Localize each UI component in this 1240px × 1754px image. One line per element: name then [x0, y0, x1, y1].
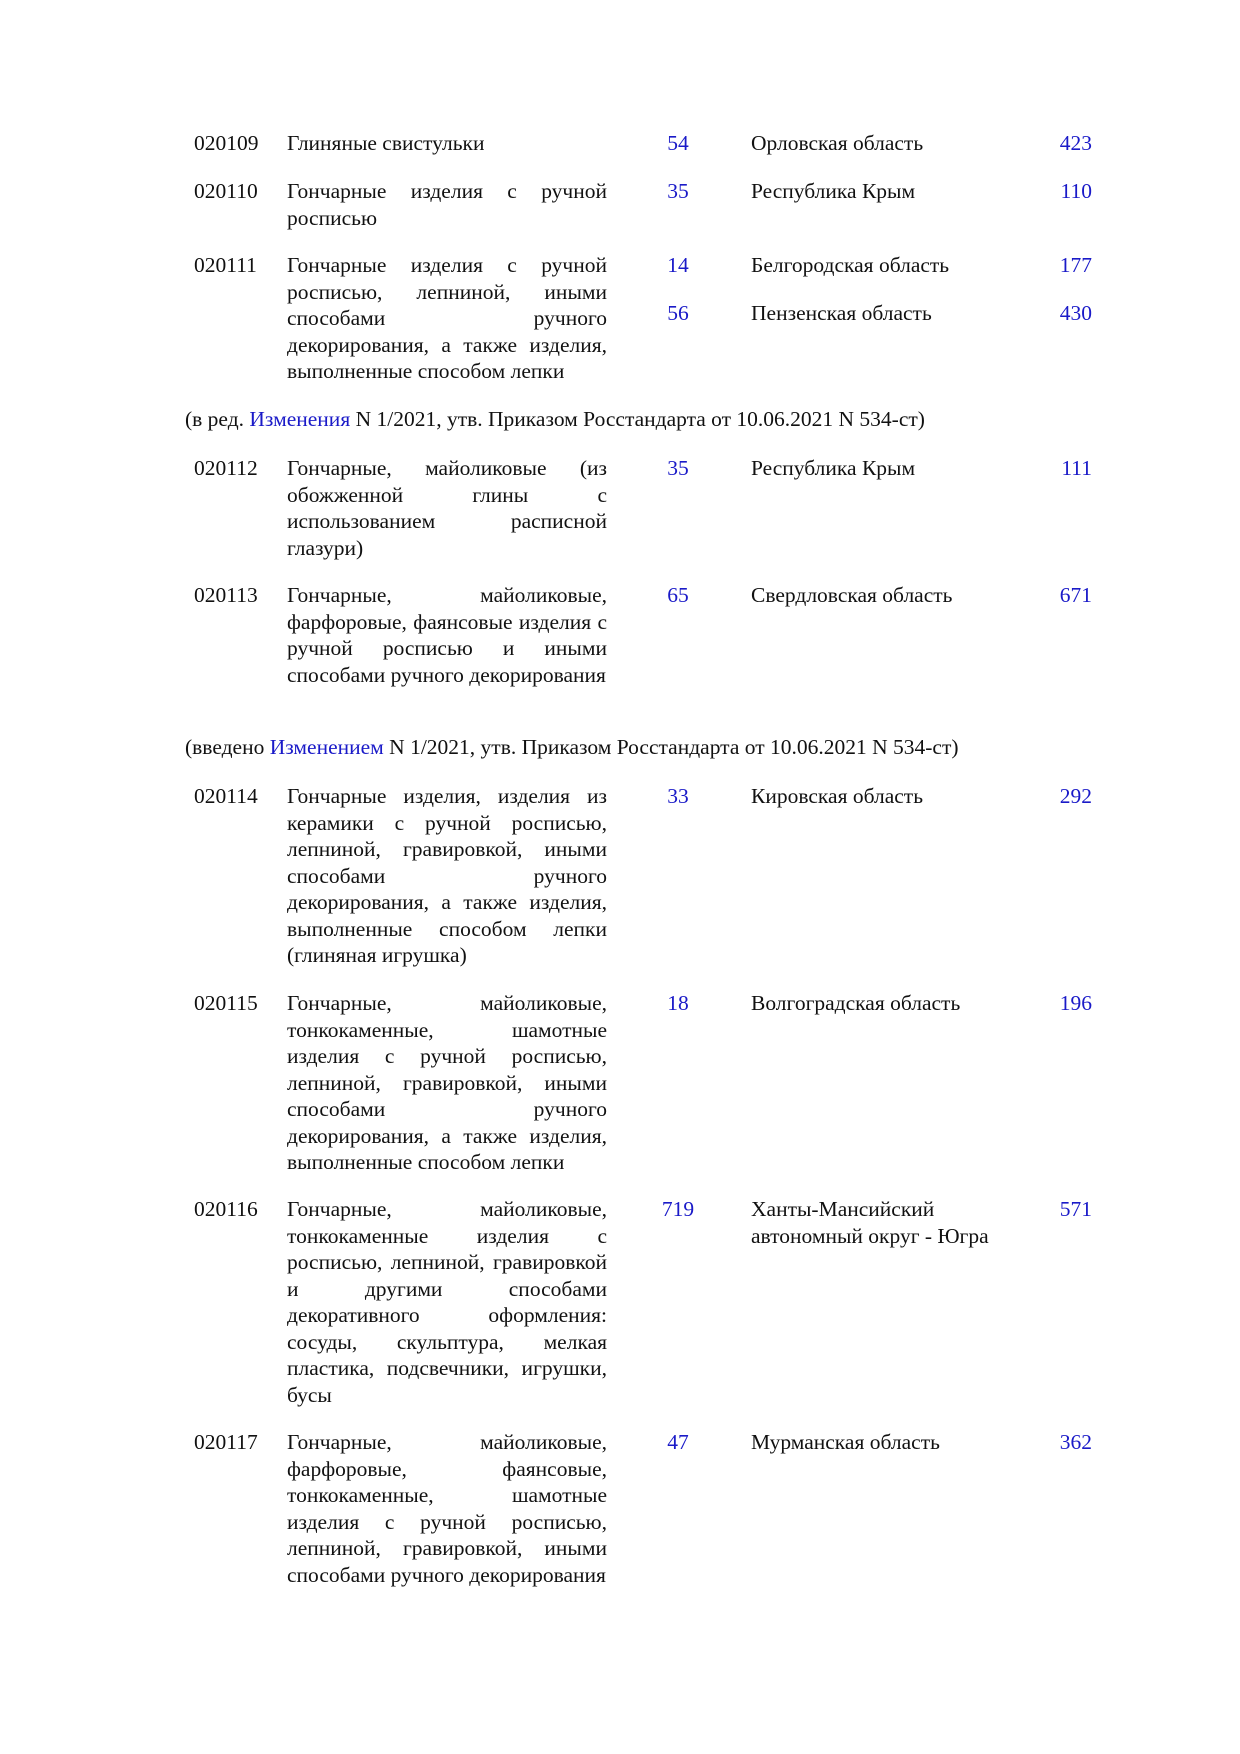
item-description: Гончарные изделия с ручной росписью	[287, 179, 607, 230]
item-description: Гончарные, майоликовые, тонкокаменные, шамотные изделия с ручной росписью, лепниной, гравировкой, иными способами ручного декорирования, а также изделия, выполненные способом лепки	[287, 991, 607, 1174]
item-description: Гончарные изделия, изделия из керамики с ручной росписью, лепниной, гравировкой, иными способами ручного декорирования, а также изделия, выполненные способом лепки (глиняная игрушка)	[287, 784, 607, 967]
reference-number-link[interactable]: 47	[667, 1430, 689, 1454]
item-code: 020111	[194, 253, 257, 277]
reference-number-link[interactable]: 33	[667, 784, 689, 808]
item-code: 020109	[194, 131, 259, 155]
reference-number-link[interactable]: 54	[667, 131, 689, 155]
region-number-link[interactable]: 292	[1059, 784, 1092, 808]
region-name: Орловская область	[751, 131, 924, 155]
amendment-note	[185, 734, 959, 761]
note-prefix: (в ред.	[185, 407, 250, 431]
reference-number-link[interactable]: 14	[667, 253, 689, 277]
item-description: Гончарные изделия с ручной росписью, лепниной, иными способами ручного декорирования, а также изделия, выполненные способом лепки	[287, 253, 607, 383]
region-number-link[interactable]: 671	[1059, 583, 1092, 607]
item-code: 020110	[194, 179, 258, 203]
region-number-link[interactable]: 571	[1059, 1197, 1092, 1221]
item-code: 020115	[194, 991, 258, 1015]
note-suffix: N 1/2021, утв. Приказом Росстандарта от 10.06.2021 N 534-ст)	[350, 407, 925, 431]
reference-number-link[interactable]: 18	[667, 991, 689, 1015]
amendment-link[interactable]: Изменением	[269, 735, 384, 759]
region-number-link[interactable]: 196	[1059, 991, 1092, 1015]
item-description: Гончарные, майоликовые, фарфоровые, фаянсовые, тонкокаменные, шамотные изделия с ручной росписью, лепниной, гравировкой, иными способами ручного декорирования	[287, 1430, 607, 1587]
region-number-link[interactable]: 430	[1059, 301, 1092, 325]
item-code: 020116	[194, 1197, 258, 1221]
region-number-link[interactable]: 177	[1059, 253, 1092, 277]
region-number-link[interactable]: 110	[1060, 179, 1092, 203]
region-name: Пензенская область	[751, 301, 932, 325]
region-number-link[interactable]: 111	[1061, 456, 1092, 480]
region-number-link[interactable]: 423	[1059, 131, 1092, 155]
region-number-link[interactable]: 362	[1059, 1430, 1092, 1454]
item-code: 020114	[194, 784, 258, 808]
item-description: Гончарные, майоликовые (из обожженной глины с использованием расписной глазури)	[287, 456, 607, 560]
region-name: Кировская область	[751, 784, 924, 808]
note-prefix: (введено	[185, 735, 270, 759]
note-suffix: N 1/2021, утв. Приказом Росстандарта от 10.06.2021 N 534-ст)	[383, 735, 959, 759]
reference-number-link[interactable]: 35	[667, 179, 689, 203]
region-name: Ханты-Мансийский автономный округ - Югра	[751, 1197, 989, 1248]
reference-number-link[interactable]: 65	[667, 583, 689, 607]
region-name: Республика Крым	[751, 456, 916, 480]
region-name: Свердловская область	[751, 583, 953, 607]
item-description: Глиняные свистульки	[287, 131, 485, 155]
amendment-link[interactable]: Изменения	[249, 407, 351, 431]
amendment-note	[185, 406, 925, 433]
item-description: Гончарные, майоликовые, тонкокаменные изделия с росписью, лепниной, гравировкой и другими способами декоративного оформления: сосуды, скульптура, мелкая пластика, подсвечники, игрушки, бусы	[287, 1197, 607, 1407]
reference-number-link[interactable]: 56	[667, 301, 689, 325]
reference-number-link[interactable]: 719	[661, 1197, 695, 1221]
region-name: Мурманская область	[751, 1430, 940, 1454]
item-code: 020112	[194, 456, 258, 480]
item-code: 020117	[194, 1430, 258, 1454]
item-description: Гончарные, майоликовые, фарфоровые, фаянсовые изделия с ручной росписью и иными способами ручного декорирования	[287, 583, 607, 687]
reference-number-link[interactable]: 35	[667, 456, 689, 480]
item-code: 020113	[194, 583, 258, 607]
region-name: Волгоградская область	[751, 991, 961, 1015]
region-name: Белгородская область	[751, 253, 950, 277]
region-name: Республика Крым	[751, 179, 916, 203]
